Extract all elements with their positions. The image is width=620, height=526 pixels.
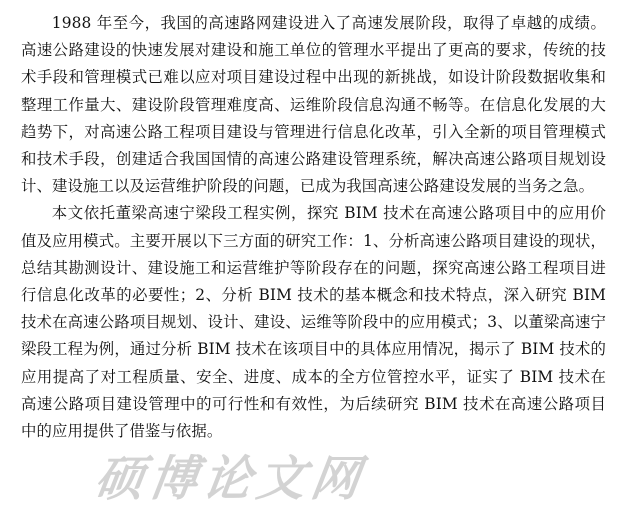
paragraph-1: 1988 年至今，我国的高速路网建设进入了高速发展阶段，取得了卓越的成绩。高速公路建设的快速发展对建设和施工单位的管理水平提出了更高的要求，传统的技术手段和管理模式已难以应对项目建设过程中出现的新挑战，如设计阶段数据收集和整理工作量大、建设阶段管理难度高、运维阶段信息沟通不畅等。在信息化发展的大趋势下，对高速公路工程项目建设与管理进行信息化改革，引入全新的项目管理模式和技术手段，创建适合我国国情的高速公路建设管理系统，解决高速公路项目规划设计、建设施工以及运营维护阶段的问题，已成为我国高速公路建设发展的当务之急。 — [21, 14, 606, 196]
watermark-logo: 硕博论文网 — [91, 451, 370, 507]
paragraph-2: 本文依托董梁高速宁梁段工程实例，探究 BIM 技术在高速公路项目中的应用价值及应用模式。主要开展以下三方面的研究工作：1、分析高速公路项目建设的现状，总结其勘测设计、建设施工和运营维护等阶段存在的问题，探究高速公路工程项目进行信息化改革的必要性；2、分析 BIM 技术的基本概念和技术特点，深入研究 BIM 技术在高速公路项目规划、设计、建设、运维等阶段中的应用模式；3、以董梁高速宁梁段工程为例，通过分析 BIM 技术在该项目中的具体应用情况，揭示了 BIM 技术的应用提高了对工程质量、安全、进度、成本的全方位管控水平，证实了 BIM 技术在高速公路项目建设管理中的可行性和有效性，为后续研究 BIM 技术在高速公路项目中的应用提供了借鉴与依据。 — [21, 204, 606, 441]
